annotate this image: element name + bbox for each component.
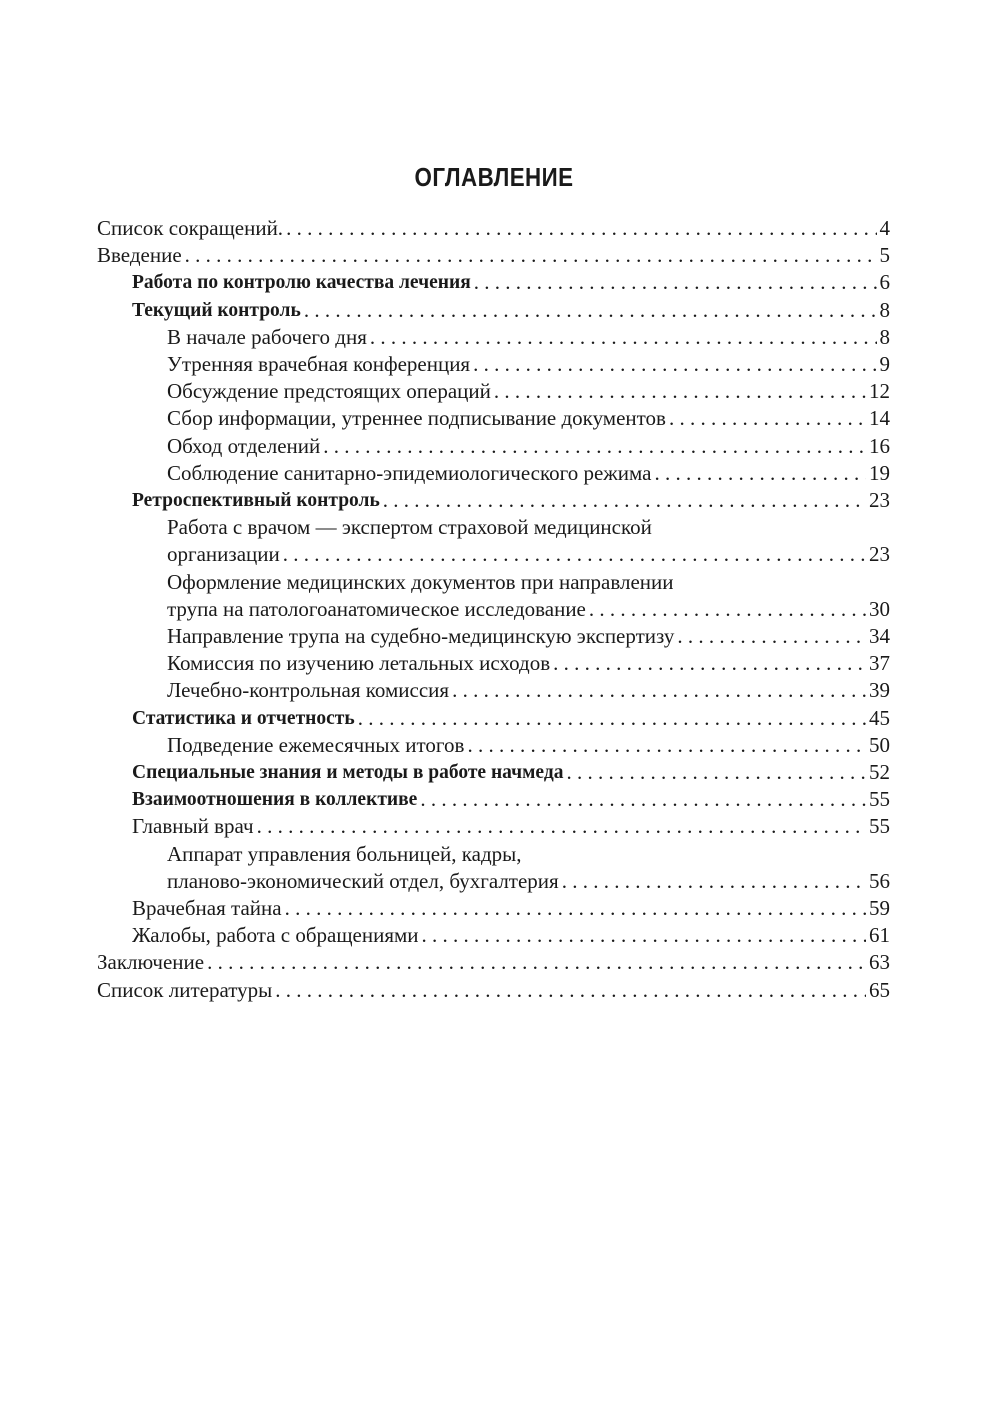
toc-entry[interactable] [97,895,890,922]
toc-entry[interactable] [97,705,890,732]
toc-page-number: 52 [869,760,890,785]
toc-page-number: 12 [869,379,890,404]
toc-entry[interactable] [97,460,890,487]
toc-entry-line [97,841,890,868]
dot-leader [553,650,866,677]
dot-leader [257,813,866,840]
toc-entry-label: планово-экономический отдел, бухгалтерия [167,868,559,893]
toc-entry-label: Оформление медицинских документов при направлении [167,569,674,594]
toc-entry[interactable] [97,623,890,650]
toc-entry[interactable] [97,215,890,242]
toc-entry[interactable] [97,433,890,460]
dot-leader [185,242,877,269]
toc-entry-label: Текущий контроль [132,299,301,321]
toc-page-number: 34 [869,624,890,649]
toc-entry-label: Врачебная тайна [132,896,282,921]
dot-leader [286,215,876,242]
dot-leader [323,433,866,460]
dot-leader [655,460,867,487]
dot-leader [358,705,866,732]
toc-entry-label: Специальные знания и методы в работе начмеда [132,762,564,784]
toc-entry-label: трупа на патологоанатомическое исследование [167,596,586,621]
toc-entry[interactable] [97,677,890,704]
toc-page-number: 50 [869,732,890,757]
toc-page-number: 45 [869,705,890,730]
toc-entry[interactable] [97,868,890,895]
toc-page-number: 56 [869,868,890,893]
toc-page-number: 65 [869,977,890,1002]
toc-entry-label: Жалобы, работа с обращениями [132,923,419,948]
toc-page-number: 16 [869,433,890,458]
toc-entry-label: Заключение [97,950,205,975]
toc-entry-label: Соблюдение санитарно-эпидемиологического режима [167,460,652,485]
toc-page-number: 23 [869,488,890,513]
dot-leader [562,868,866,895]
toc-entry[interactable] [97,541,890,568]
toc-entry[interactable] [97,487,890,514]
toc-entry[interactable] [97,297,890,324]
toc-page-number: 8 [879,297,890,322]
dot-leader [452,677,866,704]
toc-entry[interactable] [97,759,890,786]
toc-page-number: 63 [869,950,890,975]
toc-entry-label: Взаимоотношения в коллективе [132,789,418,811]
dot-leader [473,351,876,378]
toc-entry-label: организации [167,542,280,567]
toc-page-number: 5 [879,243,890,268]
toc-entry[interactable] [97,977,890,1004]
toc-page-number: 19 [869,460,890,485]
toc-page-number: 55 [869,787,890,812]
dot-leader [370,324,877,351]
toc-entry[interactable] [97,269,890,296]
dot-leader [304,297,877,324]
toc-entry-label: Сбор информации, утреннее подписывание документов [167,406,666,431]
dot-leader [283,541,866,568]
toc-entry[interactable] [97,596,890,623]
toc-entry-label: Работа с врачом — экспертом страховой медицинской [167,515,652,540]
toc-entry-label: Список сокращений. [97,216,284,240]
toc-entry-label: Ретроспективный контроль [132,490,380,512]
toc-page-number: 9 [879,352,890,377]
dot-leader [494,378,866,405]
toc-entry-label: Направление трупа на судебно-медицинскую экспертизу [167,624,675,649]
toc-entry[interactable] [97,650,890,677]
toc-entry-label: Список литературы [97,977,273,1002]
toc-entry-label: Подведение ежемесячных итогов [167,732,465,757]
toc-entry-label: Статистика и отчетность [132,707,355,729]
dot-leader [383,487,866,514]
toc-entry[interactable] [97,922,890,949]
dot-leader [669,405,866,432]
page-title: ОГЛАВЛЕНИЕ [414,162,574,192]
dot-leader [566,759,866,786]
toc-entry-label: Аппарат управления больницей, кадры, [167,841,522,866]
toc-entry[interactable] [97,405,890,432]
dot-leader [285,895,866,922]
dot-leader [677,623,866,650]
toc-entry-label: Лечебно-контрольная комиссия [167,678,450,703]
toc-entry[interactable] [97,378,890,405]
toc-page-number: 30 [869,596,890,621]
toc-entry-label: Комиссия по изучению летальных исходов [167,651,551,676]
dot-leader [207,949,866,976]
toc-entry[interactable] [97,786,890,813]
dot-leader [420,786,866,813]
toc-page-number: 6 [879,270,890,295]
dot-leader [589,596,866,623]
toc-page-number: 23 [869,542,890,567]
toc-entry[interactable] [97,813,890,840]
toc-page-number: 37 [869,651,890,676]
toc-entry-line [97,569,890,596]
toc-entry-label: Обход отделений [167,433,321,458]
toc-page-number: 39 [869,678,890,703]
toc-entry[interactable] [97,732,890,759]
table-of-contents [97,215,890,1004]
toc-page-number: 55 [869,814,890,839]
toc-entry-label: Введение [97,243,182,268]
toc-page-number: 14 [869,406,890,431]
dot-leader [422,922,866,949]
dot-leader [467,732,866,759]
toc-page-number: 4 [879,216,890,240]
toc-entry-label: Обсуждение предстоящих операций [167,379,491,404]
dot-leader [275,977,866,1004]
toc-entry[interactable] [97,324,890,351]
toc-entry-label: Работа по контролю качества лечения [132,272,471,294]
toc-entry-label: В начале рабочего дня [167,324,367,349]
toc-entry-label: Главный врач [132,814,254,839]
toc-page-number: 59 [869,896,890,921]
toc-entry-line [97,514,890,541]
toc-page-number: 8 [879,324,890,349]
toc-entry[interactable] [97,351,890,378]
toc-entry-label: Утренняя врачебная конференция [167,352,471,377]
toc-entry[interactable] [97,949,890,976]
toc-entry[interactable] [97,242,890,269]
toc-page-number: 61 [869,923,890,948]
dot-leader [474,269,877,296]
